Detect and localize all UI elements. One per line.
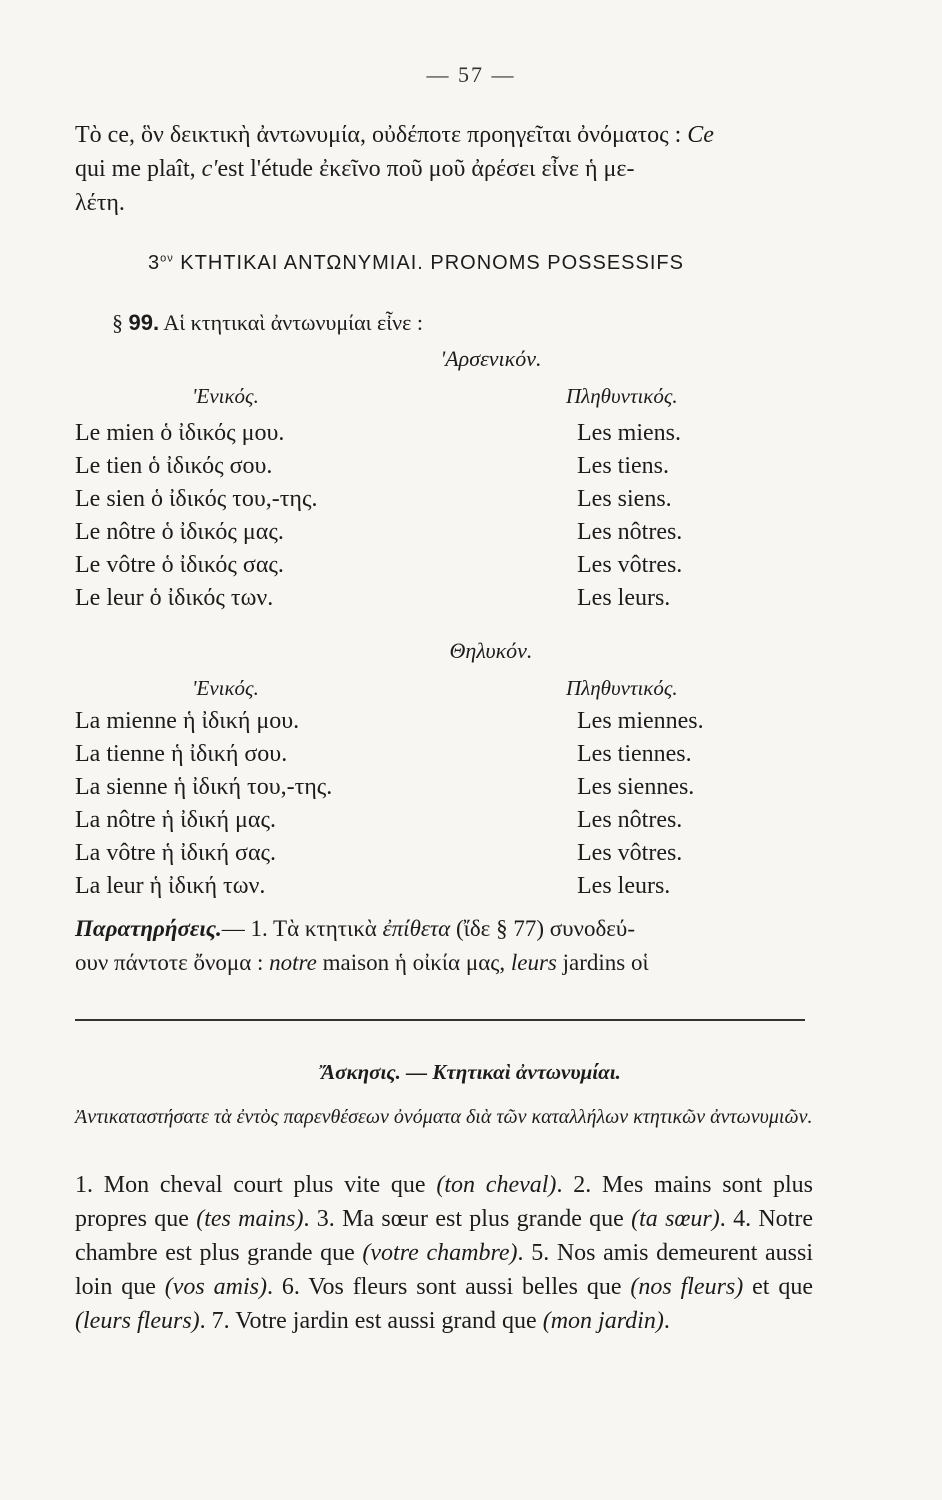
remarks-leurs: leurs (510, 950, 557, 975)
item-text: Mon cheval court plus vite que (93, 1172, 437, 1198)
exercise-item (212, 1308, 670, 1334)
remarks-paragraph (75, 912, 880, 980)
feminine-row (75, 741, 895, 773)
feminine-singular: La sienne ἡ ἰδική του,-της. (75, 774, 333, 800)
feminine-plural-label: Πληθυντικός. (566, 676, 678, 700)
remarks-text4: maison ἡ οἰκία μας, (316, 950, 511, 975)
exercise-item (317, 1206, 726, 1232)
remarks-text1: — 1. Τὰ κτητικὰ (221, 916, 383, 941)
masculine-singular: Le mien ὁ ἰδικός μου. (75, 420, 285, 446)
item-italic: (tes mains) (196, 1206, 304, 1232)
remarks-text3: ουν πάντοτε ὄνομα : (75, 950, 270, 975)
masculine-row (75, 585, 895, 617)
intro-line2: qui me plaît, (75, 156, 202, 182)
feminine-singular: La nôtre ἡ ἰδική μας. (75, 807, 276, 833)
feminine-singular-label: 'Ενικός. (192, 676, 259, 700)
feminine-row (75, 840, 895, 872)
remarks-label: Παρατηρήσεις. (75, 916, 222, 941)
section-number: 3 (148, 252, 161, 274)
exercise-item (75, 1172, 562, 1198)
item-number: 6. (281, 1274, 300, 1300)
item-post: . (517, 1240, 524, 1266)
item-text: Notre chambre est plus grande que (75, 1206, 813, 1266)
exercise-title: Ἄσκησις. — Κτητικαὶ ἀντωνυμίαι. (321, 1060, 621, 1084)
item-post: . (199, 1308, 206, 1334)
item-text: Votre jardin est aussi grand que (229, 1308, 543, 1334)
item-italic: (ton cheval) (436, 1172, 557, 1198)
feminine-row (75, 807, 895, 839)
item-number: 1. (75, 1172, 93, 1198)
masculine-singular: Le vôtre ὁ ἰδικός σας. (75, 552, 284, 578)
masculine-row (75, 420, 895, 452)
remarks-text2: (ἴδε § 77) συνοδεύ- (450, 916, 635, 941)
remarks-epitheta: ἐπίθετα (382, 916, 451, 941)
item-italic: (leurs fleurs) (75, 1308, 200, 1334)
exercise-body (75, 1168, 813, 1338)
feminine-plural: Les nôtres. (577, 807, 683, 833)
item-number: 4. (733, 1206, 752, 1232)
intro-line1-fr: Ce (687, 122, 714, 148)
feminine-plural: Les siennes. (577, 774, 695, 800)
item-text: Nos amis demeurent aussi loin que (75, 1240, 814, 1300)
feminine-plural: Les vôtres. (577, 840, 683, 866)
item-italic: (mon jardin) (542, 1308, 664, 1334)
section-number-sup: ον (160, 252, 174, 265)
masculine-singular: Le tien ὁ ἰδικός σου. (75, 453, 273, 479)
masculine-plural: Les tiens. (577, 453, 669, 479)
item-text: Vos fleurs sont aussi belles que (299, 1274, 631, 1300)
masculine-singular: Le leur ὁ ἰδικός των. (75, 585, 274, 611)
feminine-singular: La mienne ἡ ἰδική μου. (75, 708, 300, 734)
section-heading (148, 252, 868, 275)
masculine-plural: Les siens. (577, 486, 672, 512)
item-number: 2. (573, 1172, 592, 1198)
paragraph-99 (112, 310, 423, 336)
feminine-row (75, 873, 895, 905)
masculine-singular: Le nôtre ὁ ἰδικός μας. (75, 519, 284, 545)
item-post: et que (743, 1274, 813, 1300)
item-italic: (nos fleurs) (630, 1274, 744, 1300)
feminine-singular: La vôtre ἡ ἰδική σας. (75, 840, 277, 866)
item-text: Ma sœur est plus grande que (334, 1206, 632, 1232)
section-title: ΚΤΗΤΙΚΑΙ ΑΝΤΩΝΥΜΙΑΙ. PRONOMS POSSESSIFS (173, 252, 684, 274)
feminine-plural: Les leurs. (577, 873, 671, 899)
exercise-instruction: Ἀντικαταστήσατε τὰ ἐντὸς παρενθέσεων ὀνόματα διὰ τῶν καταλλήλων κτητικῶν ἀντωνυμιῶν. (75, 1106, 813, 1128)
intro-line3: λέτη. (75, 190, 125, 216)
masculine-singular: Le sien ὁ ἰδικός του,-της. (75, 486, 318, 512)
masculine-row (75, 552, 895, 584)
item-number: 5. (531, 1240, 550, 1266)
item-post: . (303, 1206, 310, 1232)
feminine-plural: Les miennes. (577, 708, 704, 734)
item-post: . (266, 1274, 273, 1300)
remarks-text5: jardins οἱ (556, 950, 649, 975)
intro-line1: Τὸ ce, ὃν δεικτικὴ ἀντωνυμία, οὐδέποτε προηγεῖται ὀνόματος : (75, 122, 688, 148)
page-number: — 57 — (426, 62, 516, 87)
masculine-row (75, 519, 895, 551)
masculine-plural: Les miens. (577, 420, 681, 446)
paragraph-number: 99. (128, 310, 160, 335)
intro-line2-rest: est l'étude ἐκεῖνο ποῦ μοῦ ἀρέσει εἶνε ἡ με- (217, 156, 635, 182)
item-post: . (663, 1308, 670, 1334)
feminine-label: Θηλυκόν. (449, 638, 533, 663)
masculine-plural: Les leurs. (577, 585, 671, 611)
masculine-singular-label: 'Ενικός. (192, 384, 259, 408)
feminine-singular: La leur ἡ ἰδική των. (75, 873, 266, 899)
item-italic: (votre chambre) (362, 1240, 518, 1266)
item-post: . (719, 1206, 726, 1232)
intro-line2-c: c' (201, 156, 218, 182)
paragraph-text: Αἱ κτητικαὶ ἀντωνυμίαι εἶνε : (159, 310, 423, 335)
section-divider (75, 1019, 805, 1021)
remarks-notre: notre (269, 950, 317, 975)
masculine-plural: Les vôtres. (577, 552, 683, 578)
intro-paragraph (75, 118, 875, 220)
item-post: . (556, 1172, 563, 1198)
item-number: 7. (211, 1308, 230, 1334)
item-text: Mes mains sont plus propres que (75, 1172, 814, 1232)
feminine-plural: Les tiennes. (577, 741, 692, 767)
item-italic: (vos amis) (164, 1274, 267, 1300)
feminine-singular: La tienne ἡ ἰδική σου. (75, 741, 288, 767)
masculine-plural-label: Πληθυντικός. (566, 384, 678, 408)
feminine-row (75, 708, 895, 740)
feminine-row (75, 774, 895, 806)
masculine-row (75, 486, 895, 518)
item-italic: (ta sœur) (631, 1206, 720, 1232)
section-mark: § (112, 310, 129, 335)
masculine-label: 'Αρσενικόν. (440, 346, 542, 371)
item-number: 3. (316, 1206, 335, 1232)
masculine-row (75, 453, 895, 485)
masculine-plural: Les nôtres. (577, 519, 683, 545)
